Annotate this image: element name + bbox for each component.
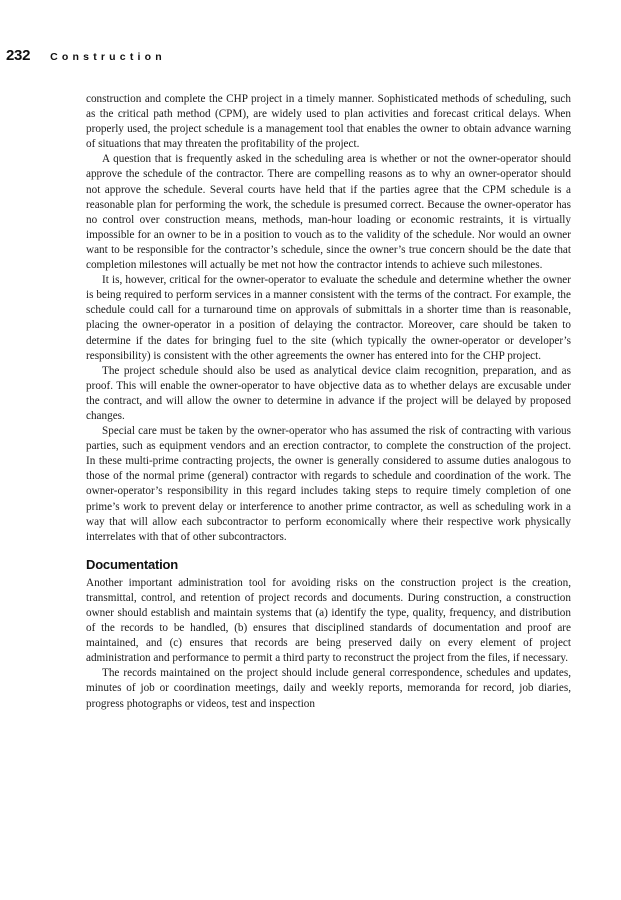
paragraph: The records maintained on the project should include general correspondence, schedules and updates, minutes of job or coordination meetings, daily and weekly reports, memoranda for record, job diaries, progress photographs or videos, test and inspection [86,667,571,710]
paragraph: Another important administration tool for avoiding risks on the construction project is the creation, transmittal, control, and retention of project records and documents. During construction, a construction owner should establish and maintain systems that (a) identify the type, quality, frequency, and distribution of the records to be handled, (b) ensures that disciplined standards of documentation and proof are maintained, and (c) ensures that records are being preserved daily on every element of project administration and performance to permit a third party to reconstruct the project from the files, if necessary. [86,576,571,665]
paragraph: It is, however, critical for the owner-operator to evaluate the schedule and determine whether the owner is being required to perform services in a manner consistent with the terms of the contract. For example, the schedule could call for a turnaround time on approvals of submittals in a shorter time than is reasonable, placing the owner-operator in a position of delaying the contractor. Moreover, care should be taken to determine if the dates for bringing fuel to the site (which typically the owner-operator or developer’s responsibility) is consistent with the other agreements the owner has entered into for the CHP project. [86,274,571,362]
running-head [6,47,166,71]
main-text [86,92,571,712]
page-number: 232 [6,47,31,64]
paragraph: A question that is frequently asked in the scheduling area is whether or not the owner-operator should approve the schedule of the contractor. There are compelling reasons as to why an owner-operator should not approve the schedule. Several courts have held that if the parties agree that the CPM schedule is a reasonable plan for performing the work, the schedule is presumed correct. Because the owner-operator has no control over construction means, methods, man-hour loading or economic restraints, it is virtually impossible for an owner to be in a position to vouch as to the validity of the schedule. Nor would an owner want to be responsible for the contractor’s schedule, since the owner’s true concern should be the date that completion milestones will actually be met not how the contractor intends to achieve such milestones. [86,153,571,272]
section-heading: Documentation [86,556,179,572]
paragraph: The project schedule should also be used as analytical device claim recognition, preparation, and as proof. This will enable the owner-operator to have objective data as to whether delays are excusable under the contract, and will allow the owner to determine in advance if the project will be delayed by proposed changes. [86,364,571,422]
paragraph: Special care must be taken by the owner-operator who has assumed the risk of contracting with various parties, such as equipment vendors and an erection contractor, to complete the construction of the project. In these multi-prime contracting projects, the owner is generally considered to assume duties analogous to those of the normal prime (general) contractor with regards to schedule and coordination of the work. The owner-operator’s responsibility in this regard includes taking steps to require timely completion of one prime’s work to prevent delay or interference to another prime contractor, as well as scheduling work in a way that will allow each subcontractor to perform economically where their respective work physically interrelates with that of other subcontractors. [86,425,571,543]
chapter-title: Construction [50,51,166,63]
paragraph: construction and complete the CHP project in a timely manner. Sophisticated methods of scheduling, such as the critical path method (CPM), are widely used to plan activities and forecast critical delays. When properly used, the project schedule is a management tool that enables the owner to obtain advance warning of situations that may threaten the profitability of the project. [86,93,571,151]
